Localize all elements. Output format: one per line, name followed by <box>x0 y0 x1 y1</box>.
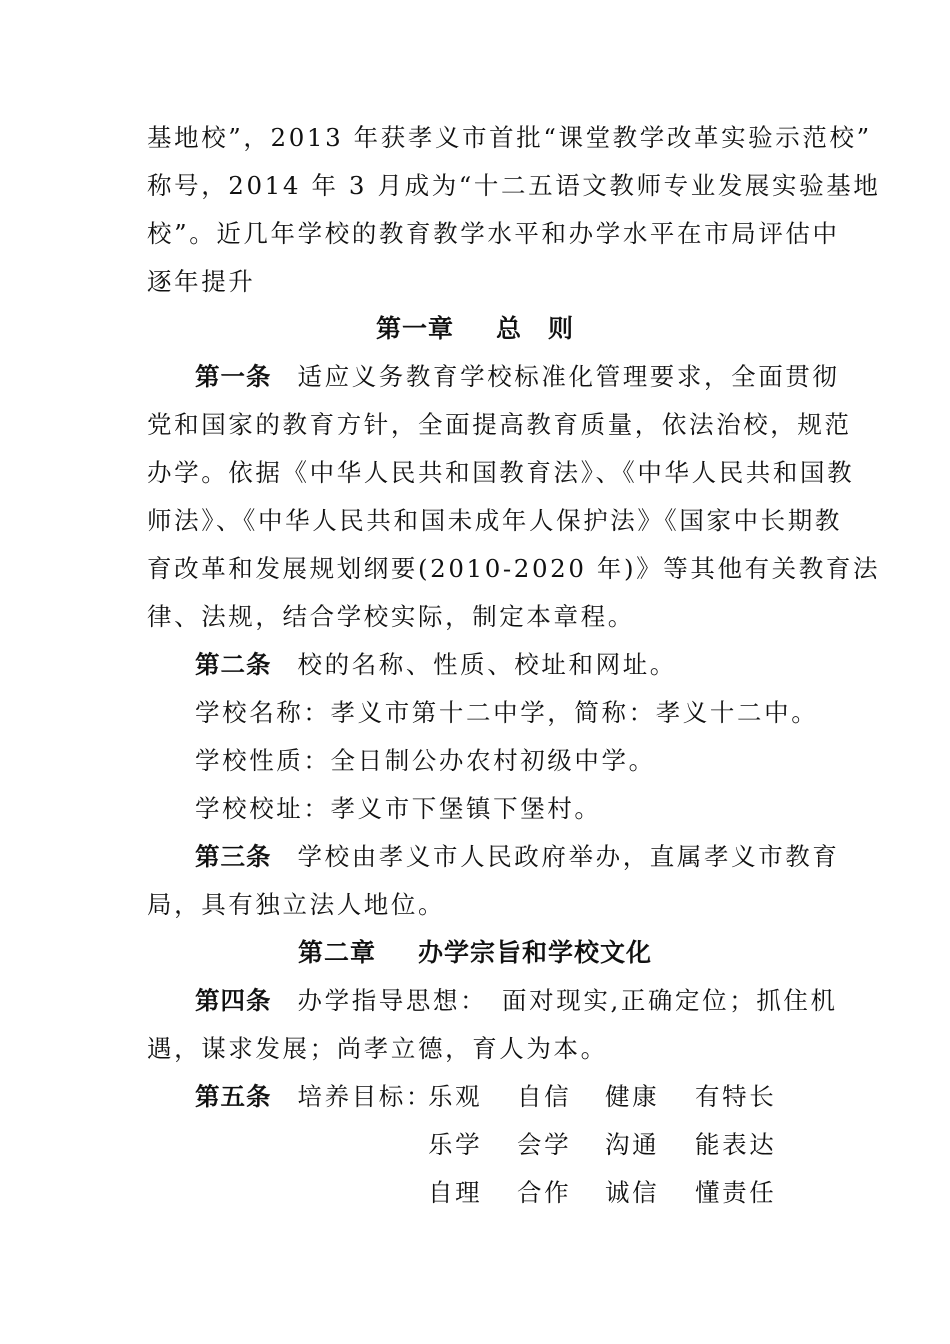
article-5-prefix: 培养目标： <box>297 1082 433 1111</box>
chapter-1-title: 总 则 <box>496 314 575 343</box>
article-4-first-line <box>195 985 838 1017</box>
article-1-label: 第一条 <box>195 362 272 391</box>
chapter-1-label: 第一章 <box>375 314 454 343</box>
article-2-label: 第二条 <box>195 650 272 679</box>
chapter-2-title: 办学宗旨和学校文化 <box>418 938 653 967</box>
article-4-label: 第四条 <box>195 986 272 1015</box>
article-1-line-5: 育改革和发展规划纲要(2010-2020 年)》等其他有关教育法 <box>147 554 881 583</box>
goal-item: 会学 <box>517 1130 572 1159</box>
goal-item: 乐学 <box>428 1130 483 1159</box>
article-1-first-line <box>195 361 840 393</box>
goal-item: 能表达 <box>695 1130 777 1159</box>
article-1-line-6: 律、法规，结合学校实际，制定本章程。 <box>147 602 635 631</box>
article-4-text-1: 办学指导思想： 面对现实,正确定位；抓住机 <box>297 986 838 1015</box>
goal-item: 自信 <box>517 1082 572 1111</box>
intro-line-3: 校”。近几年学校的教育教学水平和办学水平在市局评估中 <box>147 219 840 248</box>
intro-line-2: 称号，2014 年 3 月成为“十二五语文教师专业发展实验基地 <box>147 171 881 200</box>
chapter-1-heading <box>0 313 950 345</box>
intro-line-1: 基地校”，2013 年获孝义市首批“课堂教学改革实验示范校” <box>147 123 872 152</box>
article-1-line-2: 党和国家的教育方针，全面提高教育质量，依法治校，规范 <box>147 410 852 439</box>
goal-item: 健康 <box>605 1082 660 1111</box>
article-5-first-line <box>195 1081 433 1113</box>
school-address-item: 学校校址：孝义市下堡镇下堡村。 <box>195 794 602 823</box>
school-name-item: 学校名称：孝义市第十二中学，简称：孝义十二中。 <box>195 698 819 727</box>
intro-line-4: 逐年提升 <box>147 267 256 296</box>
school-nature-item: 学校性质：全日制公办农村初级中学。 <box>195 746 656 775</box>
article-3-line-2: 局，具有独立法人地位。 <box>147 890 446 919</box>
goal-item: 沟通 <box>605 1130 660 1159</box>
article-5-label: 第五条 <box>195 1082 272 1111</box>
article-3-text-1: 学校由孝义市人民政府举办，直属孝义市教育 <box>297 842 840 871</box>
goal-item: 合作 <box>517 1178 572 1207</box>
article-2-text: 校的名称、性质、校址和网址。 <box>297 650 677 679</box>
goal-item: 自理 <box>428 1178 483 1207</box>
goal-item: 诚信 <box>605 1178 660 1207</box>
goal-item: 懂责任 <box>695 1178 777 1207</box>
goal-item: 乐观 <box>428 1082 483 1111</box>
article-1-text-1: 适应义务教育学校标准化管理要求，全面贯彻 <box>297 362 840 391</box>
goal-item: 有特长 <box>695 1082 777 1111</box>
article-1-line-3: 办学。依据《中华人民共和国教育法》、《中华人民共和国教 <box>147 458 855 487</box>
article-4-line-2: 遇，谋求发展；尚孝立德，育人为本。 <box>147 1034 608 1063</box>
article-1-line-4: 师法》、《中华人民共和国未成年人保护法》《国家中长期教 <box>147 506 842 535</box>
article-2-first-line <box>195 649 677 681</box>
article-3-label: 第三条 <box>195 842 272 871</box>
chapter-2-heading <box>0 937 950 969</box>
article-3-first-line <box>195 841 840 873</box>
chapter-2-label: 第二章 <box>297 938 376 967</box>
